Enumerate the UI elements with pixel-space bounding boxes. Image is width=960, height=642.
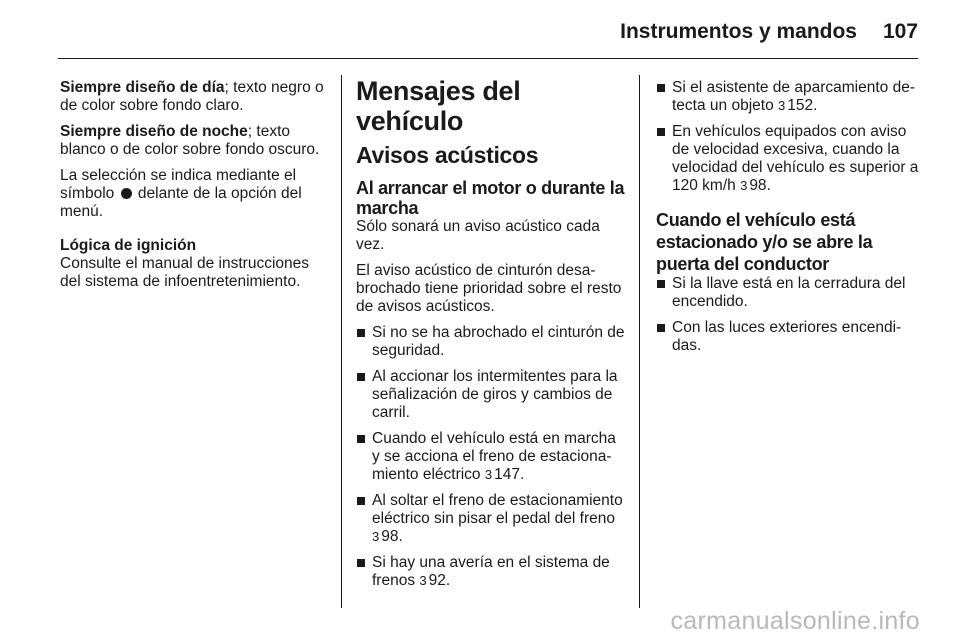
page-reference-icon: 3	[419, 573, 427, 588]
heading-ignition-logic: Lógica de ignición	[60, 237, 197, 254]
column-divider-right	[639, 75, 640, 608]
bullet-icon	[357, 435, 365, 443]
watermark: carmanualsonline.info	[670, 607, 920, 635]
list-item: Cuando el vehículo está en marcha y se acciona el freno de estacionamiento eléctrico 3 147.	[356, 430, 626, 484]
heading-engine-start: Al arrancar el motor o durante la marcha	[356, 178, 625, 218]
list-item: Al soltar el freno de estacionamiento eléctrico sin pisar el pedal del freno 3 98.	[356, 492, 626, 546]
page-number: 107	[882, 20, 918, 43]
warning-list-continued	[656, 79, 921, 195]
list-item: Si hay una avería en el sistema de frenos 3 92.	[356, 554, 626, 590]
paragraph-selection: La selección se indica mediante el símbolo delante de la opción del menú.	[60, 167, 302, 220]
page-reference: 98.	[381, 528, 403, 545]
list-item: Al accionar los intermitentes para la señalización de giros y cambios de carril.	[356, 368, 626, 422]
heading-vehicle-messages: Mensajes del vehículo	[356, 76, 521, 136]
bullet-icon	[657, 280, 665, 288]
page-reference-icon: 3	[372, 529, 380, 544]
paragraph-night-design: Siempre diseño de noche; texto blanco o de color sobre fondo oscuro.	[60, 123, 320, 158]
page-header-title: Instrumentos y mandos	[620, 20, 857, 43]
filled-circle-icon	[121, 188, 132, 199]
page-reference: 152.	[787, 97, 818, 114]
page-reference: 92.	[428, 572, 451, 589]
warning-list	[356, 324, 626, 590]
bullet-icon	[357, 373, 365, 381]
bullet-icon	[357, 497, 365, 505]
page-reference-icon: 3	[484, 467, 493, 482]
list-item: Si no se ha abrochado el cinturón de seguridad.	[356, 324, 626, 360]
list-item: Si la llave está en la cerradura del encendido.	[656, 275, 921, 311]
list-item: Si el asistente de aparcamiento detecta un objeto 3 152.	[656, 79, 921, 115]
bullet-icon	[657, 324, 665, 332]
heading-parked-door-open: Cuando el vehículo está estacionado y/o se abre la puerta del conductor	[656, 210, 873, 274]
page-reference: 147.	[494, 466, 525, 483]
bullet-icon	[357, 329, 365, 337]
bullet-icon	[657, 128, 665, 136]
header-rule	[58, 58, 918, 59]
paragraph-single-warning: Sólo sonará un aviso acústico cada vez.	[356, 218, 600, 253]
column-right	[656, 79, 921, 363]
bullet-icon	[657, 84, 665, 92]
column-divider-left	[341, 75, 342, 608]
paragraph-ignition-logic: Lógica de ignición Consulte el manual de instrucciones del sistema de infoentretenimiento.	[60, 237, 309, 290]
page-reference-icon: 3	[740, 178, 748, 193]
parked-warning-list	[656, 275, 921, 355]
page-reference-icon: 3	[778, 98, 786, 113]
column-left	[60, 79, 330, 299]
paragraph-day-design: Siempre diseño de día; texto negro o de color sobre fondo claro.	[60, 79, 324, 114]
heading-acoustic-warnings: Avisos acústicos	[356, 142, 539, 168]
term-day-design: Siempre diseño de día	[60, 79, 225, 96]
paragraph-seatbelt-priority: El aviso acústico de cinturón desabrochado tiene prioridad sobre el resto de avisos acústicos.	[356, 262, 622, 315]
list-item: Con las luces exteriores encendidas.	[656, 319, 921, 355]
column-middle	[356, 76, 626, 598]
list-item: En vehículos equipados con aviso de velocidad excesiva, cuando la velocidad del vehículo es superior a 120 km/h 3 98.	[656, 123, 921, 195]
term-night-design: Siempre diseño de noche	[60, 123, 248, 140]
page-reference: 98.	[749, 177, 771, 194]
bullet-icon	[357, 559, 365, 567]
